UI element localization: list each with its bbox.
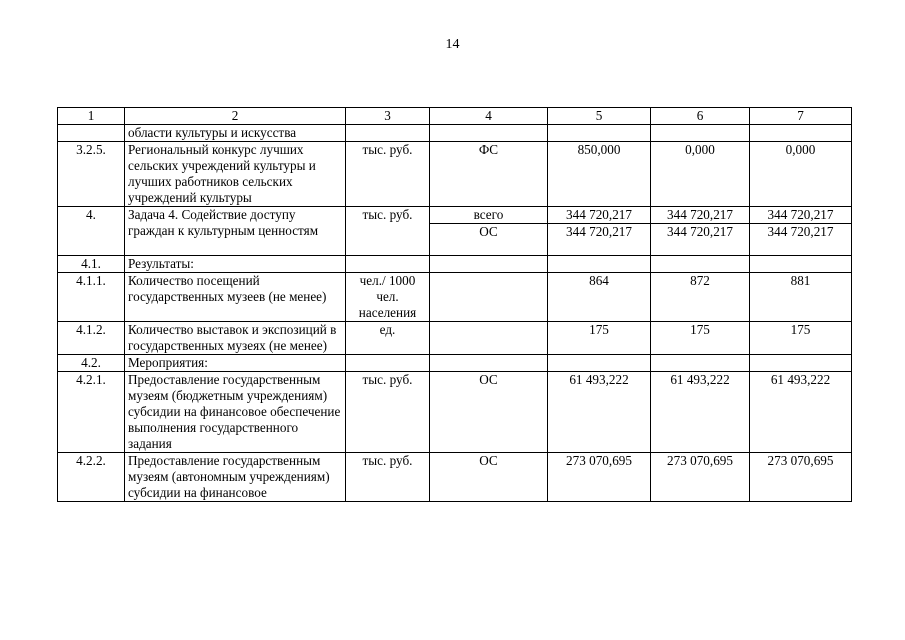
unit-cell: тыс. руб. bbox=[346, 142, 430, 207]
value-cell-col7: 61 493,222 bbox=[750, 372, 852, 453]
unit-cell: чел./ 1000 чел. населения bbox=[346, 273, 430, 322]
budget-table bbox=[57, 107, 852, 502]
source-cell bbox=[430, 125, 548, 142]
value-cell-col5: 850,000 bbox=[548, 142, 651, 207]
value-cell-col7 bbox=[750, 125, 852, 142]
source-cell bbox=[430, 355, 548, 372]
unit-cell bbox=[346, 256, 430, 273]
unit-cell: тыс. руб. bbox=[346, 453, 430, 502]
table-row bbox=[58, 207, 852, 224]
column-number-header-row bbox=[58, 108, 852, 125]
row-name-cell: Задача 4. Содействие доступу граждан к культурным ценностям bbox=[125, 207, 346, 256]
unit-cell bbox=[346, 125, 430, 142]
value-cell-col6: 344 720,217 bbox=[651, 224, 750, 256]
value-cell-col7 bbox=[750, 256, 852, 273]
row-name-cell: Региональный конкурс лучших сельских учреждений культуры и лучших работников сельских учреждений культуры bbox=[125, 142, 346, 207]
row-number-cell: 4.2.1. bbox=[58, 372, 125, 453]
value-cell-col6 bbox=[651, 125, 750, 142]
page-number: 14 bbox=[445, 37, 460, 52]
value-cell-col5 bbox=[548, 256, 651, 273]
column-header: 3 bbox=[346, 108, 430, 125]
source-cell bbox=[430, 322, 548, 355]
value-cell-col7: 175 bbox=[750, 322, 852, 355]
value-cell-col6: 61 493,222 bbox=[651, 372, 750, 453]
value-cell-col5: 61 493,222 bbox=[548, 372, 651, 453]
value-cell-col5: 344 720,217 bbox=[548, 224, 651, 256]
table-row bbox=[58, 322, 852, 355]
table-row bbox=[58, 355, 852, 372]
row-name-cell: области культуры и искусства bbox=[125, 125, 346, 142]
row-number-cell: 4. bbox=[58, 207, 125, 256]
source-cell bbox=[430, 256, 548, 273]
value-cell-col7: 344 720,217 bbox=[750, 224, 852, 256]
value-cell-col7: 344 720,217 bbox=[750, 207, 852, 224]
row-name-cell: Результаты: bbox=[125, 256, 346, 273]
row-number-cell: 4.1.2. bbox=[58, 322, 125, 355]
value-cell-col6: 175 bbox=[651, 322, 750, 355]
column-header: 4 bbox=[430, 108, 548, 125]
value-cell-col7 bbox=[750, 355, 852, 372]
unit-cell: ед. bbox=[346, 322, 430, 355]
table-row bbox=[58, 273, 852, 322]
row-number-cell: 4.2.2. bbox=[58, 453, 125, 502]
unit-cell: тыс. руб. bbox=[346, 207, 430, 256]
table-row bbox=[58, 256, 852, 273]
unit-cell: тыс. руб. bbox=[346, 372, 430, 453]
value-cell-col5: 864 bbox=[548, 273, 651, 322]
unit-cell bbox=[346, 355, 430, 372]
value-cell-col6 bbox=[651, 256, 750, 273]
value-cell-col6 bbox=[651, 355, 750, 372]
row-name-cell: Количество выставок и экспозиций в государственных музеях (не менее) bbox=[125, 322, 346, 355]
row-name-cell: Предоставление государственным музеям (автономным учреждениям) субсидии на финансовое bbox=[125, 453, 346, 502]
source-cell: всего bbox=[430, 207, 548, 224]
column-header: 1 bbox=[58, 108, 125, 125]
row-number-cell: 4.2. bbox=[58, 355, 125, 372]
value-cell-col7: 273 070,695 bbox=[750, 453, 852, 502]
row-name-cell: Мероприятия: bbox=[125, 355, 346, 372]
column-header: 7 bbox=[750, 108, 852, 125]
table-row bbox=[58, 125, 852, 142]
row-number-cell: 4.1. bbox=[58, 256, 125, 273]
value-cell-col6: 0,000 bbox=[651, 142, 750, 207]
row-name-cell: Количество посещений государственных музеев (не менее) bbox=[125, 273, 346, 322]
column-header: 2 bbox=[125, 108, 346, 125]
value-cell-col5: 273 070,695 bbox=[548, 453, 651, 502]
table-row bbox=[58, 372, 852, 453]
source-cell: ОС bbox=[430, 453, 548, 502]
source-cell bbox=[430, 273, 548, 322]
value-cell-col6: 344 720,217 bbox=[651, 207, 750, 224]
value-cell-col5: 175 bbox=[548, 322, 651, 355]
value-cell-col5: 344 720,217 bbox=[548, 207, 651, 224]
table-row bbox=[58, 453, 852, 502]
row-number-cell: 3.2.5. bbox=[58, 142, 125, 207]
table-row bbox=[58, 142, 852, 207]
value-cell-col6: 273 070,695 bbox=[651, 453, 750, 502]
value-cell-col5 bbox=[548, 125, 651, 142]
source-cell: ФС bbox=[430, 142, 548, 207]
row-number-cell bbox=[58, 125, 125, 142]
value-cell-col5 bbox=[548, 355, 651, 372]
column-header: 6 bbox=[651, 108, 750, 125]
row-number-cell: 4.1.1. bbox=[58, 273, 125, 322]
row-name-cell: Предоставление государственным музеям (бюджетным учреждениям) субсидии на финансовое обеспечение выполнения государственного задания bbox=[125, 372, 346, 453]
value-cell-col6: 872 bbox=[651, 273, 750, 322]
source-cell: ОС bbox=[430, 224, 548, 256]
column-header: 5 bbox=[548, 108, 651, 125]
value-cell-col7: 0,000 bbox=[750, 142, 852, 207]
value-cell-col7: 881 bbox=[750, 273, 852, 322]
source-cell: ОС bbox=[430, 372, 548, 453]
